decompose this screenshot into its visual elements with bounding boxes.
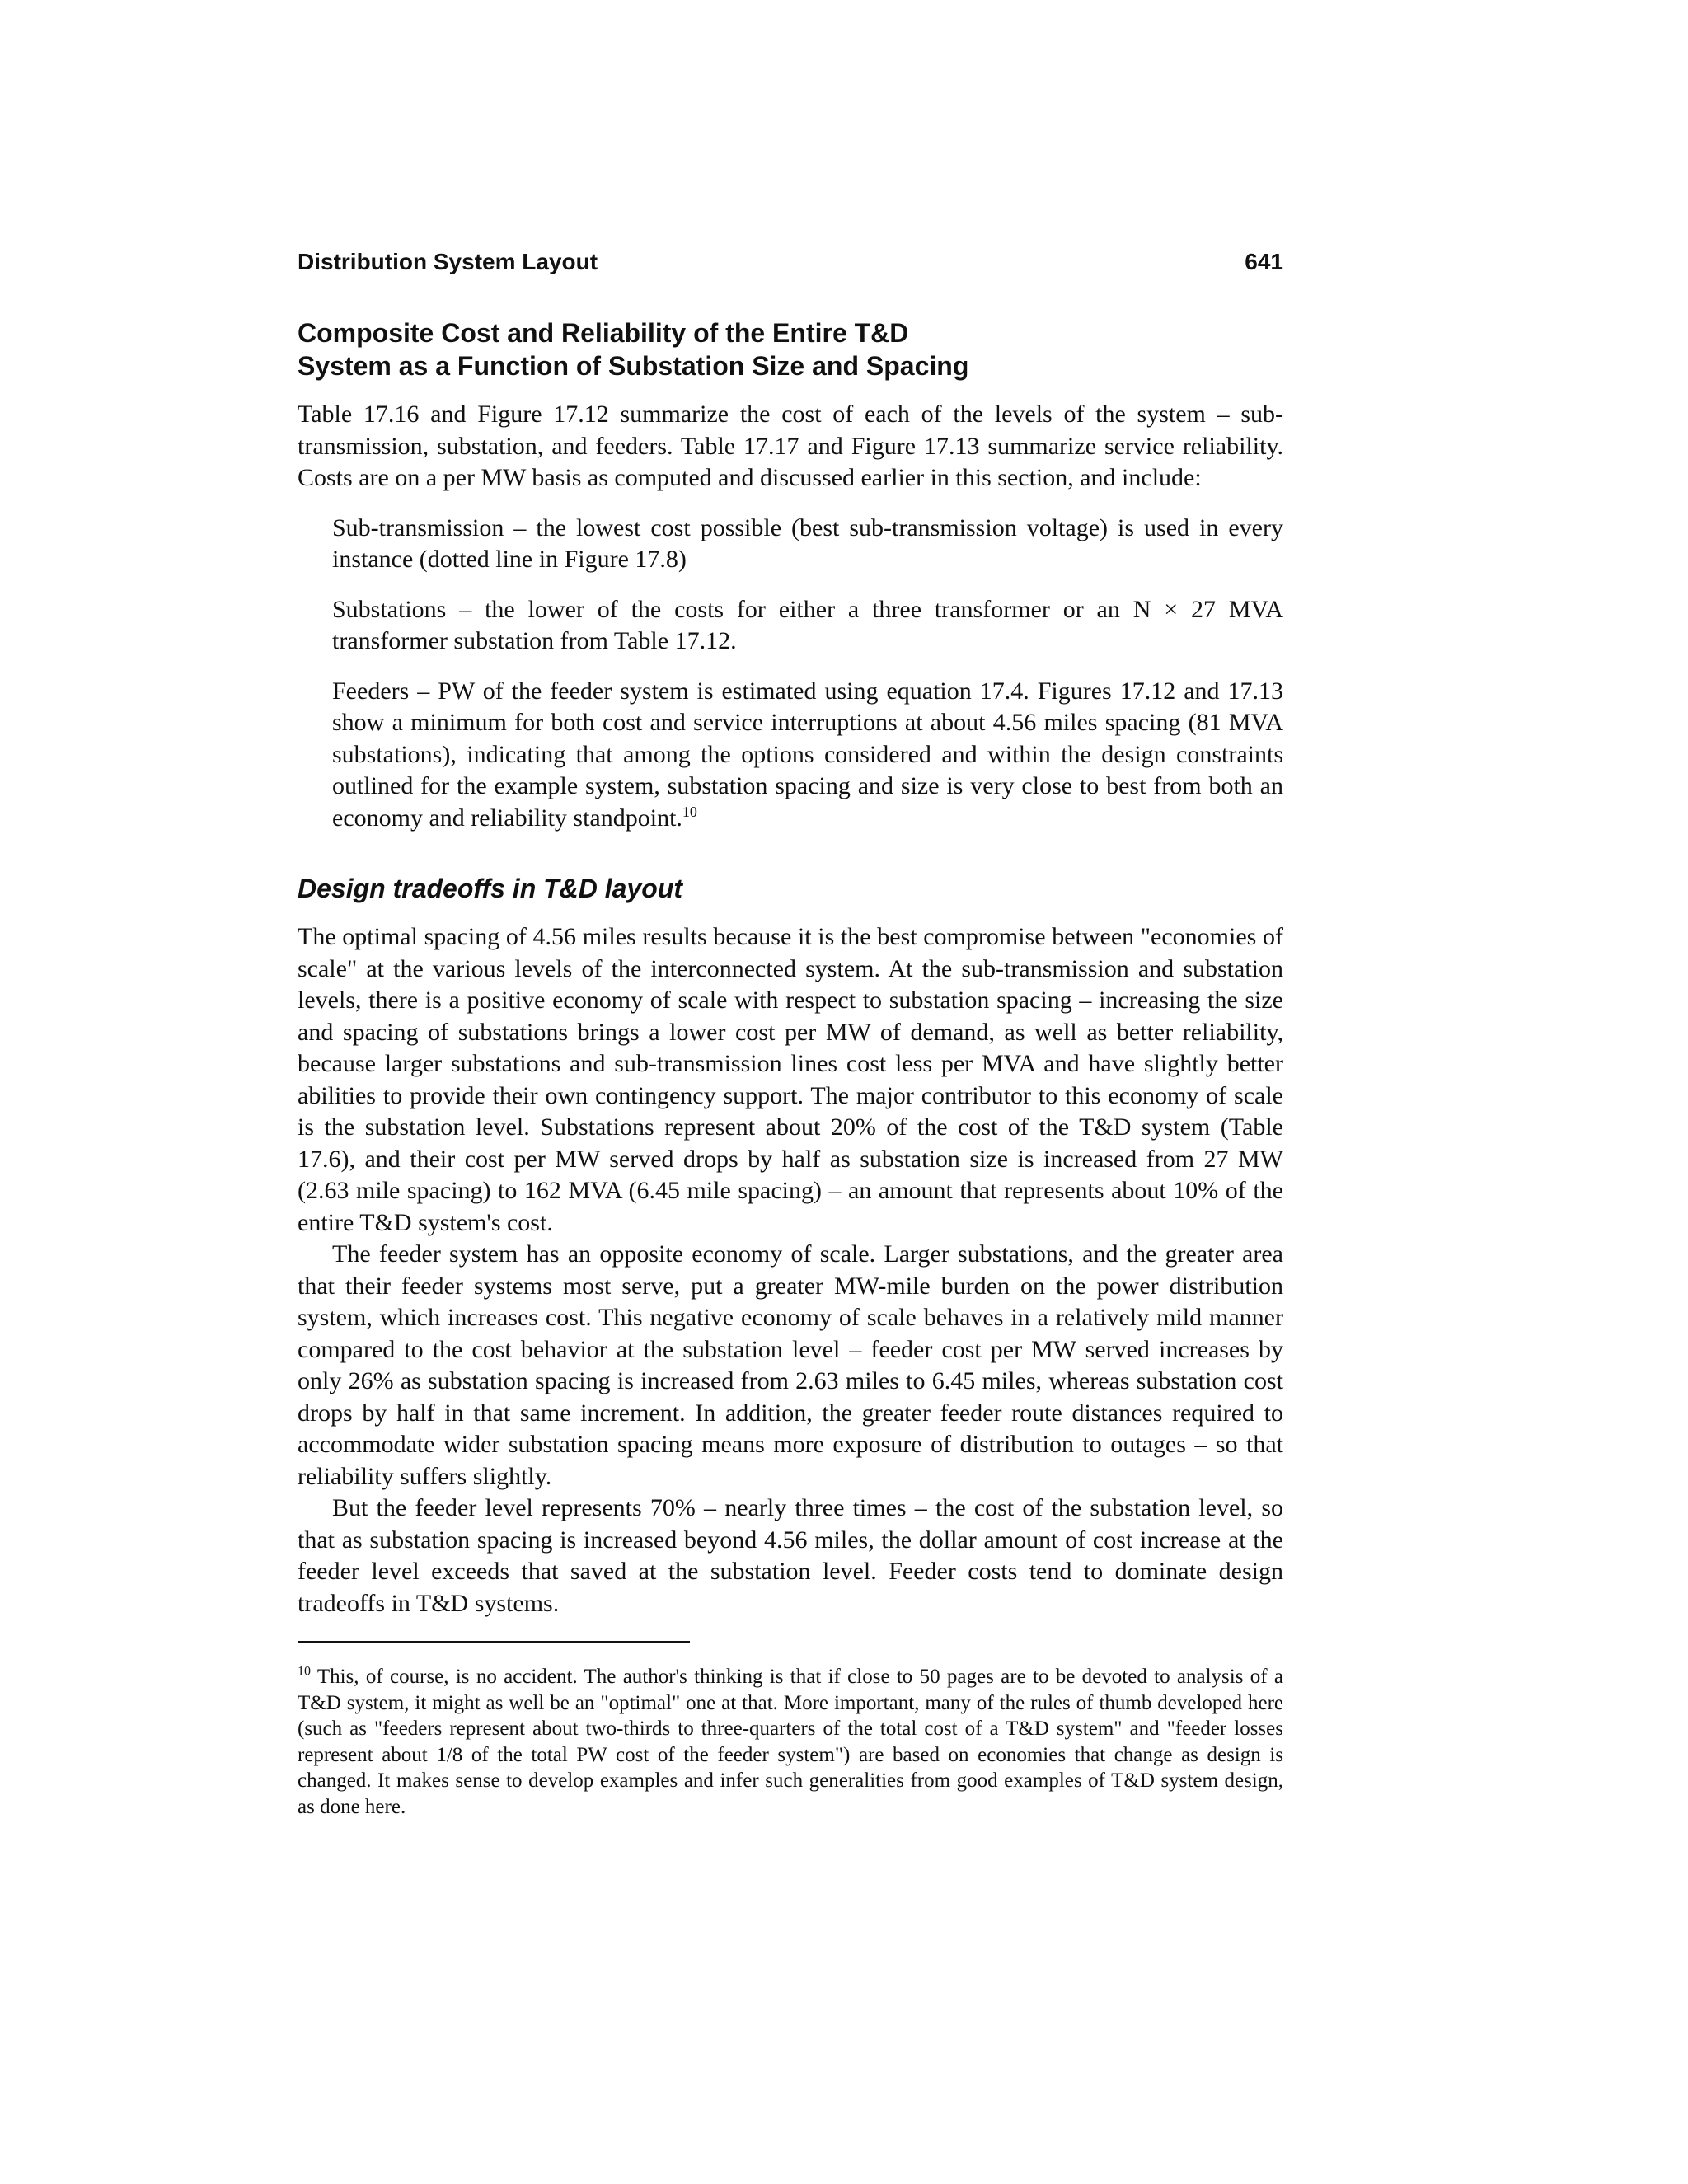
section-heading [298,316,1283,382]
section-heading-line-2: System as a Function of Substation Size and Spacing [298,351,969,381]
section-heading-line-1: Composite Cost and Reliability of the Entire T&D [298,318,909,348]
section-intro-paragraph: Table 17.16 and Figure 17.12 summarize the cost of each of the levels of the system – sub-transmission, substation, and feeders. Table 17.17 and Figure 17.13 summarize service reliability. Costs are on a per MW basis as computed and discussed earlier in this section, and include: [298,401,1283,491]
footnote [298,1664,1283,1820]
body-paragraph-2: The feeder system has an opposite economy of scale. Larger substations, and the greater area that their feeder systems most serve, put a greater MW-mile burden on the power distribution system, which increases cost. This negative economy of scale behaves in a relatively mild manner compared to the cost behavior at the substation level – feeder cost per MW served increases by only 26% as substation spacing is increased from 2.63 miles to 6.45 miles, whereas substation cost drops by half in that same increment. In addition, the greater feeder route distances required to accommodate wider substation spacing means more exposure of distribution to outages – so that reliability suffers slightly. [298,1240,1283,1490]
footnote-mark: 10 [298,1664,311,1679]
body-paragraph-3: But the feeder level represents 70% – nearly three times – the cost of the substation level, so that as substation spacing is increased beyond 4.56 miles, the dollar amount of cost increase at the feeder level exceeds that saved at the substation level. Feeder costs tend to dominate design tradeoffs in T&D systems. [298,1494,1283,1617]
book-page [298,247,1283,1820]
list-item-feeders [332,676,1283,835]
footnote-text: This, of course, is no accident. The author's thinking is that if close to 50 pages are to be devoted to analysis of a T&D system, it might as well be an "optimal" one at that. More important, many of the rules of thumb developed here (such as "feeders represent about two-thirds to three-quarters of the total cost of a T&D system" and "feeder losses represent about 1/8 of the total PW cost of the feeder system") are based on economies that change as design is changed. It makes sense to develop examples and infer such generalities from good examples of T&D system design, as done here. [298,1666,1283,1818]
cost-components-list [332,513,1283,835]
page-number: 641 [1245,249,1283,274]
footnote-divider [298,1641,690,1643]
body-paragraph-1: The optimal spacing of 4.56 miles results because it is the best compromise between "economies of scale" at the various levels of the interconnected system. At the sub-transmission and substation levels, there is a positive economy of scale with respect to substation spacing – increasing the size and spacing of substations brings a lower cost per MW of demand, as well as better reliability, because larger substations and sub-transmission lines cost less per MVA and have slightly better abilities to provide their own contingency support. The major contributor to this economy of scale is the substation level. Substations represent about 20% of the cost of the T&D system (Table 17.6), and their cost per MW served drops by half as substation size is increased from 27 MW (2.63 mile spacing) to 162 MVA (6.45 mile spacing) – an amount that represents about 10% of the entire T&D system's cost. [298,923,1283,1236]
running-head-title: Distribution System Layout [298,249,598,274]
subsection-heading: Design tradeoffs in T&D layout [298,874,683,903]
list-item-substations: Substations – the lower of the costs for either a three transformer or an N × 27 MVA transformer substation from Table 17.12. [332,595,1283,654]
list-item-feeders-text: Feeders – PW of the feeder system is estimated using equation 17.4. Figures 17.12 and 17.13 show a minimum for both cost and service interruptions at about 4.56 miles spacing (81 MVA substations), indicating that among the options considered and within the design constraints outlined for the example system, substation spacing and size is very close to best from both an economy and reliability standpoint. [332,677,1283,832]
running-head [298,247,1283,277]
footnote-reference[interactable]: 10 [682,803,697,820]
list-item-subtransmission: Sub-transmission – the lowest cost possible (best sub-transmission voltage) is used in every instance (dotted line in Figure 17.8) [332,513,1283,573]
